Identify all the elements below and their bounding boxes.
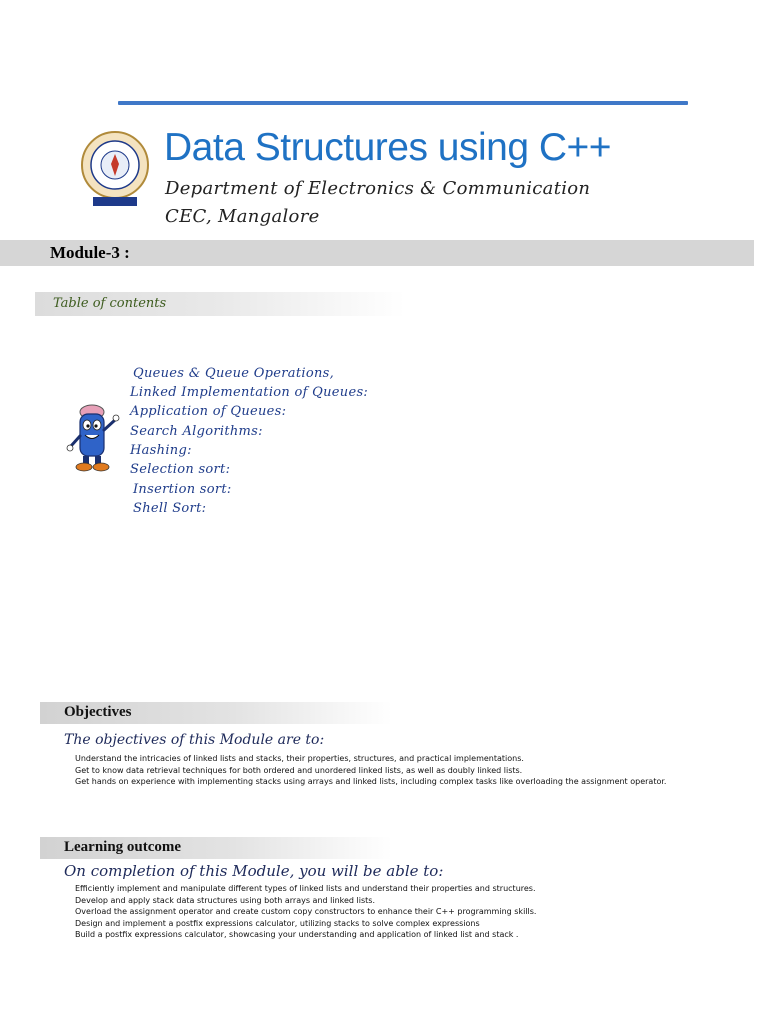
objectives-heading-bar xyxy=(40,702,392,724)
toc-item-queues[interactable]: Queues & Queue Operations, xyxy=(133,366,335,381)
toc-heading-bar xyxy=(35,292,405,316)
outcome-item: Design and implement a postfix expressions calculator, utilizing stacks to solve complex expressions xyxy=(75,918,480,928)
module-title: Module-3 : xyxy=(50,243,130,262)
toc-item-search-algorithms[interactable]: Search Algorithms: xyxy=(130,424,263,439)
department-name: Department of Electronics & Communication xyxy=(165,178,591,199)
learning-outcome-title: Learning outcome xyxy=(64,839,182,855)
toc-item-selection-sort[interactable]: Selection sort: xyxy=(130,462,231,477)
mascot-illustration xyxy=(63,400,121,474)
objective-item: Understand the intricacies of linked lists and stacks, their properties, structures, and practical implementations. xyxy=(75,754,524,763)
outcome-item: Efficiently implement and manipulate different types of linked lists and understand their properties and structures. xyxy=(75,884,536,893)
objectives-title: Objectives xyxy=(64,704,132,720)
toc-item-hashing[interactable]: Hashing: xyxy=(130,443,192,458)
toc-item-shell-sort[interactable]: Shell Sort: xyxy=(133,501,207,516)
college-seal-logo xyxy=(79,127,151,209)
objective-item: Get hands on experience with implementing stacks using arrays and linked lists, including complex tasks like overloading the assignment operator. xyxy=(75,777,667,786)
outcome-item: Build a postfix expressions calculator, showcasing your understanding and application of linked list and stack . xyxy=(75,930,519,939)
outcome-item: Overload the assignment operator and create custom copy constructors to enhance their C++ programming skills. xyxy=(75,907,537,916)
header-rule xyxy=(118,101,688,105)
college-name: CEC, Mangalore xyxy=(165,206,320,227)
learning-outcome-intro: On completion of this Module, you will be able to: xyxy=(64,862,444,880)
toc-item-linked-queues[interactable]: Linked Implementation of Queues: xyxy=(130,385,369,400)
toc-item-queue-applications[interactable]: Application of Queues: xyxy=(130,404,287,419)
outcome-item: Develop and apply stack data structures using both arrays and linked lists. xyxy=(75,895,376,905)
toc-title: Table of contents xyxy=(53,296,167,311)
learning-outcome-heading-bar xyxy=(40,837,392,859)
objectives-list xyxy=(75,753,695,788)
toc-item-insertion-sort[interactable]: Insertion sort: xyxy=(133,482,232,497)
page-title: Data Structures using C++ xyxy=(164,126,612,169)
objective-item: Get to know data retrieval techniques for both ordered and unordered linked lists, as well as doubly linked lists. xyxy=(75,765,523,775)
module-heading-bar xyxy=(0,240,754,266)
objectives-intro: The objectives of this Module are to: xyxy=(64,732,325,748)
learning-outcome-list xyxy=(75,883,695,941)
